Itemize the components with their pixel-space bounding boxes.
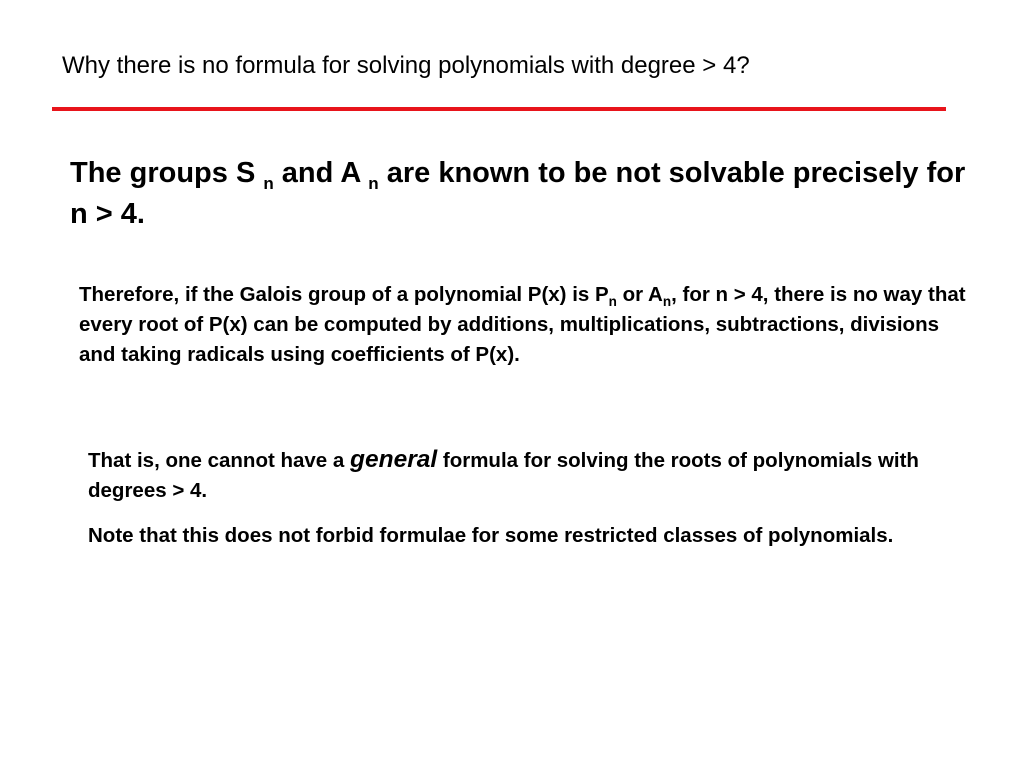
paragraph-galois-text-2: or A <box>616 283 663 306</box>
headline-subscript-a: n <box>368 174 379 193</box>
paragraph-galois-text-3: , for n > 4, there is no way that every root of P(x) can be computed by additions, multiplications, subtractions, divisions and taking radicals using coefficients of P(x). <box>79 283 966 366</box>
paragraph-general-formula <box>88 445 968 506</box>
headline-subscript-s: n <box>263 174 274 193</box>
paragraph-general-text-1: That is, one cannot have a <box>88 449 351 472</box>
paragraph-general-text-2: formula for solving the roots of polynomials with degrees > 4. <box>88 449 919 502</box>
slide-title: Why there is no formula for solving polynomials with degree > 4? <box>62 52 750 79</box>
paragraph-general-emphasis: general <box>350 446 438 473</box>
paragraph-restricted-classes: Note that this does not forbid formulae for some restricted classes of polynomials. <box>88 524 894 547</box>
title-divider <box>52 107 946 111</box>
headline <box>70 153 970 235</box>
paragraph-galois-text-1: Therefore, if the Galois group of a polynomial P(x) is P <box>79 283 609 306</box>
headline-text-3: are known to be not solvable precisely for n > 4. <box>70 157 966 230</box>
paragraph-galois <box>79 280 979 370</box>
headline-text-1: The groups S <box>70 157 264 189</box>
paragraph-galois-subscript-a: n <box>662 294 672 309</box>
paragraph-galois-subscript-p: n <box>608 294 617 309</box>
headline-text-2: and A <box>273 157 369 189</box>
